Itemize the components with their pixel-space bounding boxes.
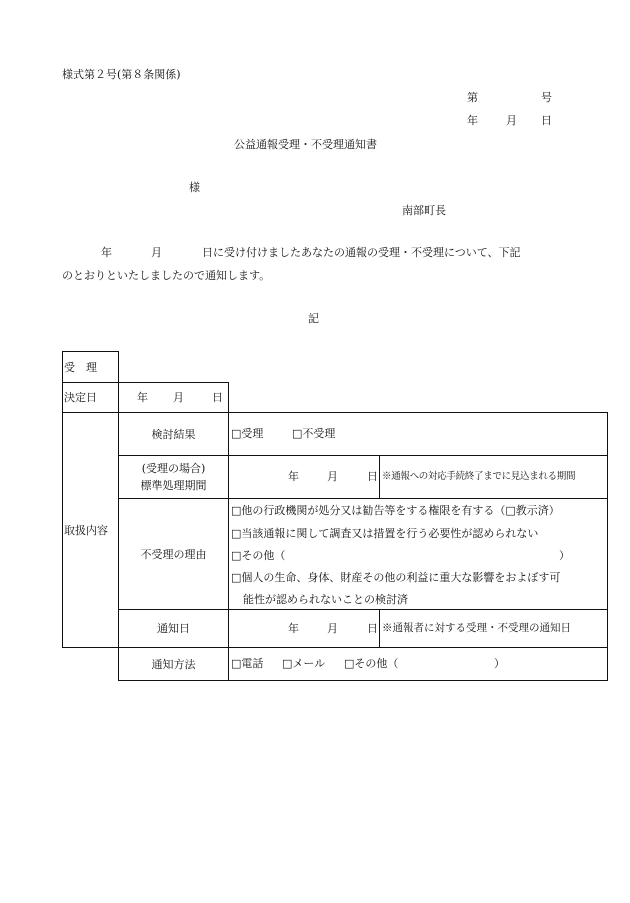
body-date-year: 年	[101, 246, 112, 259]
notice-method-label	[119, 648, 228, 680]
reject-reason-life-impact-cont: 能性が認められないことの検討済	[243, 593, 408, 606]
standard-period-year: 年	[288, 470, 299, 483]
standard-period-label-line1: (受理の場合)	[141, 462, 206, 475]
notice-method-other[interactable]: □その他（	[344, 657, 399, 670]
ki-heading: 記	[308, 312, 319, 325]
body-date-month: 月	[151, 246, 162, 259]
form-label: 様式第２号(第８条関係)	[62, 68, 181, 81]
issue-date-year: 年	[467, 114, 478, 127]
notice-date-year: 年	[288, 622, 299, 635]
standard-period-note: ※通報への対応手続終了までに見込まれる期間	[382, 471, 576, 482]
reject-reason-other[interactable]: □その他（	[231, 549, 286, 562]
handling-label-text: 取扱内容	[64, 523, 108, 537]
notice-date-note: ※通報者に対する受理・不受理の通知日	[382, 622, 571, 634]
notice-method-label-text: 通知方法	[151, 657, 196, 671]
standard-period-label	[119, 456, 228, 498]
reject-reason-no-necessity[interactable]: □当該通報に関して調査又は措置を行う必要性が認められない	[231, 527, 539, 540]
notice-date-day: 日	[367, 622, 378, 635]
review-label	[119, 413, 228, 455]
addressee-sama: 様	[189, 181, 200, 194]
reject-reason-label	[119, 499, 228, 609]
notice-date-month: 月	[327, 622, 338, 635]
sender-name: 南部町長	[402, 204, 446, 217]
acceptance-label	[64, 352, 116, 382]
decision-date-day: 日	[212, 391, 223, 404]
decision-date-year: 年	[137, 391, 148, 404]
notice-date-label-text: 通知日	[157, 622, 190, 635]
issue-date-month: 月	[506, 114, 517, 127]
notice-date-label	[119, 610, 228, 647]
reject-reason-other-close: ）	[559, 549, 570, 562]
standard-period-day: 日	[367, 470, 378, 483]
notice-method-phone[interactable]: □電話	[231, 657, 264, 670]
body-line1: 日に受け付けましたあなたの通報の受理・不受理について、下記	[202, 246, 521, 259]
acceptance-label-text: 受 理	[64, 360, 97, 374]
reject-reason-other-agency[interactable]: □他の行政機関が処分又は勧告等をする権限を有する（□教示済）	[231, 504, 560, 517]
document-number-prefix: 第	[467, 91, 478, 104]
decision-date-label-text: 決定日	[64, 391, 97, 404]
reject-reason-life-impact[interactable]: □個人の生命、身体、財産その他の利益に重大な影響をおよぼす可	[231, 571, 561, 584]
review-reject-checkbox[interactable]: □不受理	[292, 427, 336, 440]
handling-label	[64, 413, 116, 647]
body-line2: のとおりといたしましたので通知します。	[62, 269, 271, 282]
notice-method-other-close: ）	[494, 657, 505, 670]
standard-period-month: 月	[327, 470, 338, 483]
document-title: 公益通報受理・不受理通知書	[234, 138, 377, 151]
decision-date-label	[64, 383, 116, 412]
notice-method-mail[interactable]: □メール	[282, 657, 326, 670]
review-label-text: 検討結果	[151, 427, 196, 441]
decision-date-month: 月	[173, 391, 184, 404]
standard-period-label-line2: 標準処理期間	[140, 479, 207, 492]
document-number-suffix: 号	[541, 91, 552, 104]
reject-reason-label-text: 不受理の理由	[140, 547, 207, 561]
issue-date-day: 日	[541, 114, 552, 127]
review-accept-checkbox[interactable]: □受理	[231, 427, 264, 440]
